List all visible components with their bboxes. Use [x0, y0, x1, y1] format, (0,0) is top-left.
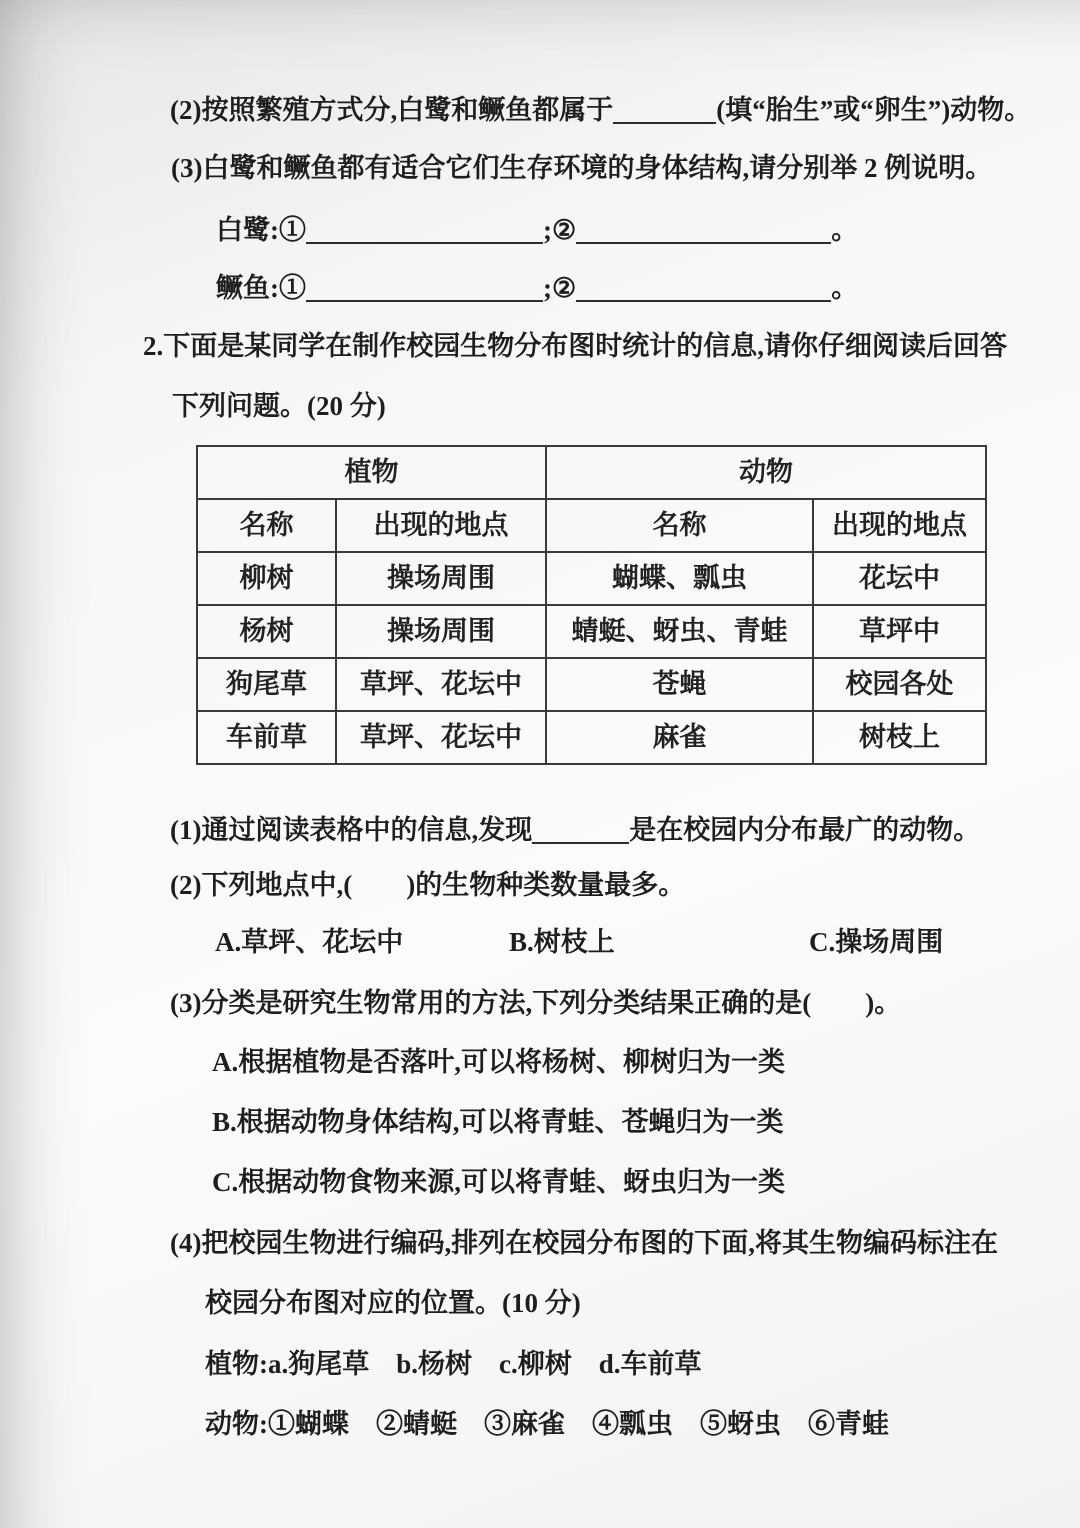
- option-a: A.根据植物是否落叶,可以将杨树、柳树归为一类: [212, 1047, 785, 1077]
- table-cell: 柳树: [197, 552, 336, 605]
- q1-sub2-prefix: (2)按照繁殖方式分,白鹭和鳜鱼都属于: [170, 95, 614, 125]
- option-c: C.根据动物食物来源,可以将青蛙、蚜虫归为一类: [212, 1167, 785, 1197]
- q1-sub2-line: [170, 90, 1031, 128]
- table-cell: 麻雀: [546, 711, 813, 764]
- egret-label: 白鹭:: [216, 215, 279, 245]
- q2-intro-line2: [172, 390, 386, 424]
- table-cell: 操场周围: [336, 552, 546, 605]
- table-group-header-row: [197, 446, 986, 499]
- egret-blank-2: [576, 215, 831, 244]
- fish-blank-1: [306, 273, 543, 302]
- q2-intro-text2: 下列问题。(20 分): [172, 391, 386, 421]
- table-cell: 狗尾草: [197, 658, 336, 711]
- table-cell: 操场周围: [336, 605, 546, 658]
- q2-sub1-suffix: 是在校园内分布最广的动物。: [629, 815, 981, 845]
- table-cell: 蝴蝶、瓢虫: [546, 552, 813, 605]
- option-c: C.操场周围: [809, 927, 944, 957]
- col-header: 出现的地点: [813, 499, 986, 552]
- q2-sub2-line: [170, 869, 685, 903]
- group-header-plants: 植物: [197, 446, 546, 499]
- table-row: [197, 552, 986, 605]
- q2-sub4-text1: (4)把校园生物进行编码,排列在校园分布图的下面,将其生物编码标注在: [170, 1228, 998, 1258]
- col-header: 出现的地点: [336, 499, 546, 552]
- table-cell: 车前草: [197, 711, 336, 764]
- q2-sub3-option-c: [212, 1166, 785, 1200]
- bio-distribution-table: [196, 445, 987, 765]
- circle-2-marker: ②: [552, 215, 577, 245]
- group-header-animals: 动物: [546, 446, 986, 499]
- col-header: 名称: [546, 499, 813, 552]
- q2-intro-text1: 2.下面是某同学在制作校园生物分布图时统计的信息,请你仔细阅读后回答: [143, 331, 1007, 361]
- circle-1-marker: ①: [279, 215, 306, 245]
- q1-sub3-line: [171, 152, 992, 186]
- q2-intro-line1: [143, 330, 1007, 364]
- q2-sub4-text2: 校园分布图对应的位置。(10 分): [205, 1288, 581, 1318]
- semicolon: ;: [543, 273, 552, 303]
- q2-sub1-answer-blank: [532, 815, 629, 844]
- semicolon: ;: [543, 215, 552, 245]
- table-cell: 校园各处: [813, 658, 986, 711]
- q1-sub3-text: (3)白鹭和鳜鱼都有适合它们生存环境的身体结构,请分别举 2 例说明。: [171, 153, 993, 183]
- table-row: [197, 711, 986, 764]
- circle-2-marker: ②: [552, 273, 577, 303]
- q2-sub1-line: [170, 810, 980, 848]
- table-cell: 草坪、花坛中: [336, 711, 546, 764]
- q2-sub3-text: (3)分类是研究生物常用的方法,下列分类结果正确的是( )。: [170, 988, 902, 1018]
- option-a: A.草坪、花坛中: [215, 927, 404, 957]
- q2-sub3-option-a: [212, 1046, 785, 1080]
- table-column-header-row: [197, 499, 986, 552]
- fish-answer-line: [216, 268, 858, 306]
- table-cell: 杨树: [197, 605, 336, 658]
- option-b: B.树枝上: [509, 927, 615, 957]
- option-b: B.根据动物身体结构,可以将青蛙、苍蝇归为一类: [212, 1107, 784, 1137]
- q1-sub2-suffix: (填“胎生”或“卵生”)动物。: [716, 95, 1032, 125]
- table-cell: 苍蝇: [546, 658, 813, 711]
- egret-blank-1: [306, 215, 543, 244]
- table-cell: 草坪中: [813, 605, 986, 658]
- period: 。: [831, 215, 859, 245]
- table-cell: 蜻蜓、蚜虫、青蛙: [546, 605, 813, 658]
- table-row: [197, 658, 986, 711]
- table-row: [197, 605, 986, 658]
- q2-sub4-line2: [205, 1287, 581, 1321]
- table-cell: 草坪、花坛中: [336, 658, 546, 711]
- table-cell: 树枝上: [813, 711, 986, 764]
- period: 。: [831, 273, 859, 303]
- fish-label: 鳜鱼:: [216, 273, 279, 303]
- q2-sub1-prefix: (1)通过阅读表格中的信息,发现: [170, 815, 533, 845]
- q2-sub2-text: (2)下列地点中,( )的生物种类数量最多。: [170, 870, 686, 900]
- plants-code-text: 植物:a.狗尾草 b.杨树 c.柳树 d.车前草: [205, 1349, 702, 1379]
- fish-blank-2: [576, 273, 831, 302]
- q2-sub3-line: [170, 987, 901, 1021]
- q2-sub3-option-b: [212, 1106, 784, 1140]
- circle-1-marker: ①: [279, 273, 306, 303]
- plants-code-line: [205, 1348, 702, 1382]
- table-cell: 花坛中: [813, 552, 986, 605]
- animals-code-text: 动物:①蝴蝶 ②蜻蜓 ③麻雀 ④瓢虫 ⑤蚜虫 ⑥青蛙: [205, 1409, 889, 1439]
- col-header: 名称: [197, 499, 336, 552]
- egret-answer-line: [216, 210, 858, 248]
- q1-sub2-answer-blank: [613, 95, 716, 124]
- q2-sub4-line1: [170, 1227, 998, 1261]
- animals-code-line: [205, 1408, 889, 1442]
